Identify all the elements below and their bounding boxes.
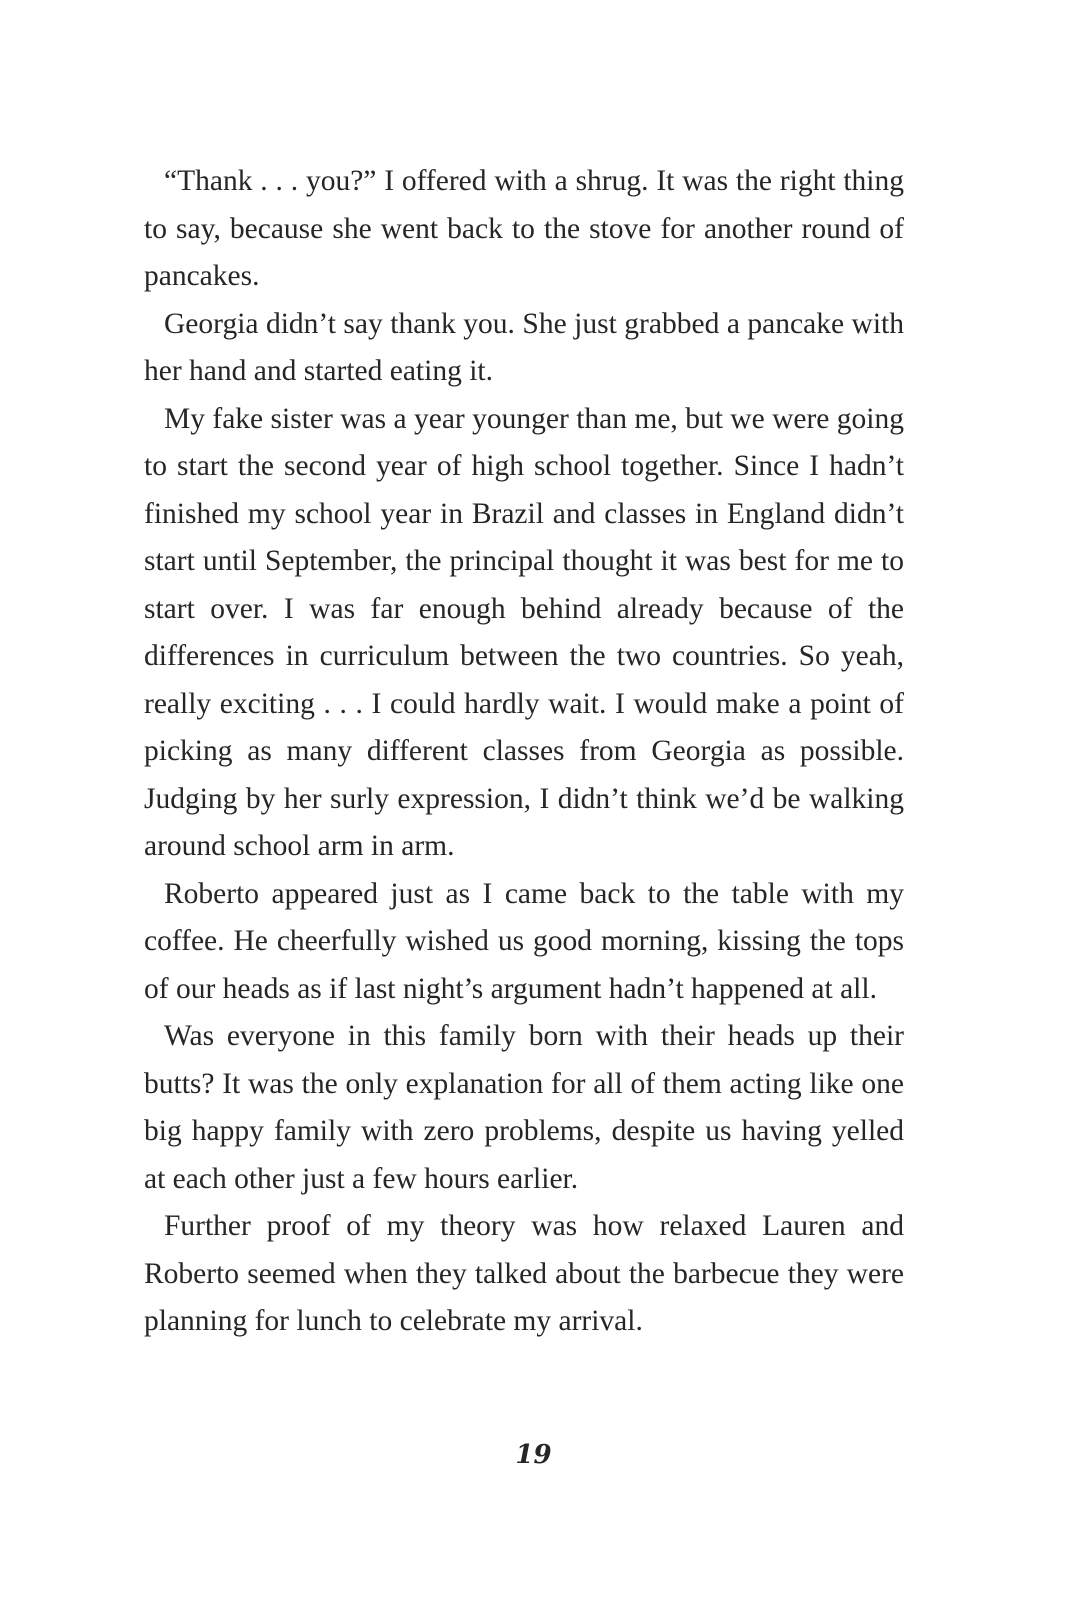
paragraph: Roberto appeared just as I came back to the table with my coffee. He cheerfully wished us good morning, kissing the tops of our heads as if last night’s argument hadn’t happened at all. <box>144 877 904 1005</box>
paragraph: My fake sister was a year younger than me, but we were going to start the second year of high school together. Since I hadn’t finished my school year in Brazil and classes in England didn’t start until September, the principal thought it was best for me to start over. I was far enough behind already because of the differences in curriculum between the two countries. So yeah, really exciting . . . I could hardly wait. I would make a point of picking as many different classes from Georgia as possible. Judging by her surly expression, I didn’t think we’d be walking around school arm in arm. <box>144 402 904 862</box>
body-text <box>144 158 904 1346</box>
page-number: 19 <box>515 1440 552 1470</box>
paragraph: Georgia didn’t say thank you. She just grabbed a pancake with her hand and started eating it. <box>144 307 904 387</box>
paragraph: “Thank . . . you?” I offered with a shrug. It was the right thing to say, because she went back to the stove for another round of pancakes. <box>144 165 904 292</box>
paragraph: Further proof of my theory was how relaxed Lauren and Roberto seemed when they talked about the barbecue they were planning for lunch to celebrate my arrival. <box>144 1210 904 1337</box>
paragraph: Was everyone in this family born with their heads up their butts? It was the only explanation for all of them acting like one big happy family with zero problems, despite us having yelled at each other just a few hours earlier. <box>144 1020 904 1195</box>
